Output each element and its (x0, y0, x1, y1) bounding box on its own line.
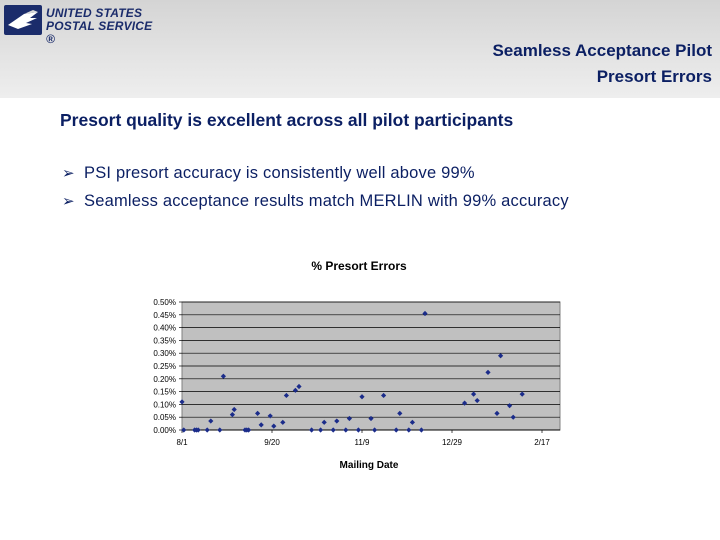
y-tick-label: 0.40% (153, 323, 176, 333)
y-tick-label: 0.50% (153, 298, 176, 307)
x-axis-label: Mailing Date (339, 460, 399, 471)
y-tick-label: 0.15% (153, 387, 176, 397)
headline: Presort quality is excellent across all pilot participants (60, 110, 514, 130)
x-tick-label: 8/1 (176, 438, 188, 447)
x-tick-label: 2/17 (534, 438, 550, 447)
x-tick-label: 11/9 (354, 438, 370, 447)
arrow-bullet-icon: ➢ (62, 193, 75, 210)
x-tick-label: 12/29 (441, 438, 463, 447)
x-tick-label: 9/20 (264, 438, 280, 447)
y-tick-label: 0.20% (153, 374, 176, 384)
slide-title-line-2: Presort Errors (596, 67, 712, 86)
y-tick-label: 0.30% (153, 349, 176, 359)
y-tick-label: 0.00% (153, 426, 176, 435)
bullet-text: PSI presort accuracy is consistently well above 99% (84, 164, 475, 182)
y-tick-label: 0.25% (153, 362, 176, 371)
y-tick-label: 0.35% (153, 336, 176, 346)
logo-line-2: POSTAL SERVICE ® (46, 19, 153, 46)
y-tick-label: 0.10% (153, 400, 176, 410)
arrow-bullet-icon: ➢ (62, 165, 75, 182)
slide-title-line-1: Seamless Acceptance Pilot (492, 41, 712, 60)
logo-line-1: UNITED STATES (46, 6, 143, 20)
bullet-text: Seamless acceptance results match MERLIN with 99% accuracy (84, 192, 569, 210)
y-tick-label: 0.45% (153, 310, 176, 320)
chart-title: % Presort Errors (311, 259, 407, 273)
y-tick-label: 0.05% (153, 413, 176, 423)
